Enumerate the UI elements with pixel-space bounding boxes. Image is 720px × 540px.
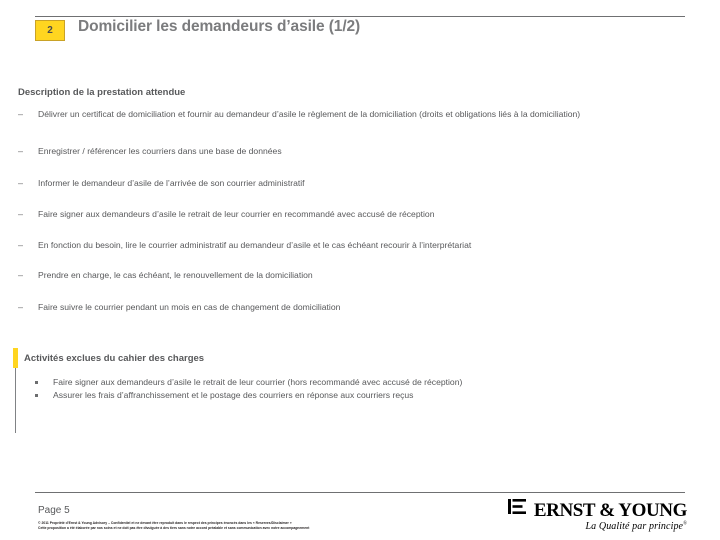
excluded-activities-heading: Activités exclues du cahier des charges <box>24 353 205 364</box>
dash-bullet-icon: – <box>18 209 24 219</box>
ey-tagline <box>508 521 687 532</box>
list-item <box>0 208 720 221</box>
ey-wordmark: ERNST & YOUNG <box>533 499 687 521</box>
dash-bullet-icon: – <box>18 178 24 188</box>
square-bullet-icon <box>35 381 38 384</box>
step-number-badge: 2 <box>35 20 65 41</box>
list-item-text: Délivrer un certificat de domiciliation et fournir au demandeur d’asile le règlement de la domiciliation (droits et obligations liés à la domiciliation) <box>38 109 581 119</box>
list-item-text: Informer le demandeur d’asile de l’arrivée de son courrier administratif <box>38 178 305 188</box>
excluded-activities-list <box>13 376 633 402</box>
footer-divider <box>35 492 685 493</box>
page-number: Page 5 <box>38 505 70 516</box>
dash-bullet-icon: – <box>18 270 24 280</box>
legal-line-1: © 2011 Propriété d’Ernst & Young Advisory – Confidentiel et ne devant être reproduit dans le respect des principes énoncés dans les « Reserves/Disclaimer » <box>38 521 292 525</box>
list-item <box>0 269 720 282</box>
list-item <box>13 389 633 402</box>
list-item-text: Prendre en charge, le cas échéant, le renouvellement de la domiciliation <box>38 270 313 280</box>
list-item-text: Enregistrer / référencer les courriers dans une base de données <box>38 146 282 156</box>
page-title: Domicilier les demandeurs d’asile (1/2) <box>78 18 361 35</box>
header-divider <box>35 16 685 17</box>
dash-bullet-icon: – <box>18 146 24 156</box>
list-item <box>0 177 720 190</box>
ey-beam-icon <box>508 499 526 519</box>
list-item <box>13 376 633 389</box>
description-heading: Description de la prestation attendue <box>18 87 186 98</box>
list-item-text: En fonction du besoin, lire le courrier administratif au demandeur d’asile et le cas échéant recourir à l’interprétariat <box>38 240 472 250</box>
square-bullet-icon <box>35 394 38 397</box>
list-item-text: Faire suivre le courrier pendant un mois en cas de changement de domiciliation <box>38 302 341 312</box>
dash-bullet-icon: – <box>18 240 24 250</box>
trademark-mark: ® <box>683 521 687 527</box>
list-item-text: Faire signer aux demandeurs d’asile le retrait de leur courrier (hors recommandé avec accusé de réception) <box>53 377 463 387</box>
ernst-young-logo <box>508 500 687 532</box>
ey-tagline-text: La Qualité par principe <box>585 521 684 532</box>
list-item <box>0 108 720 121</box>
list-item-text: Faire signer aux demandeurs d’asile le retrait de leur courrier en recommandé avec accusé de réception <box>38 209 435 219</box>
list-item <box>0 145 720 158</box>
dash-bullet-icon: – <box>18 302 24 312</box>
list-item-text: Assurer les frais d’affranchissement et le postage des courriers en réponse aux courriers reçus <box>53 390 414 400</box>
dash-bullet-icon: – <box>18 109 24 119</box>
slide-header <box>35 18 685 48</box>
list-item <box>0 239 720 252</box>
list-item <box>0 301 720 314</box>
accent-bar <box>13 348 18 368</box>
legal-line-2: Cette proposition a été élaborée par nos soins et ne doit pas être divulguée à des tiers sans notre accord préalable et sans communication avec notre accompagnement <box>38 526 310 531</box>
legal-disclaimer <box>38 521 518 531</box>
